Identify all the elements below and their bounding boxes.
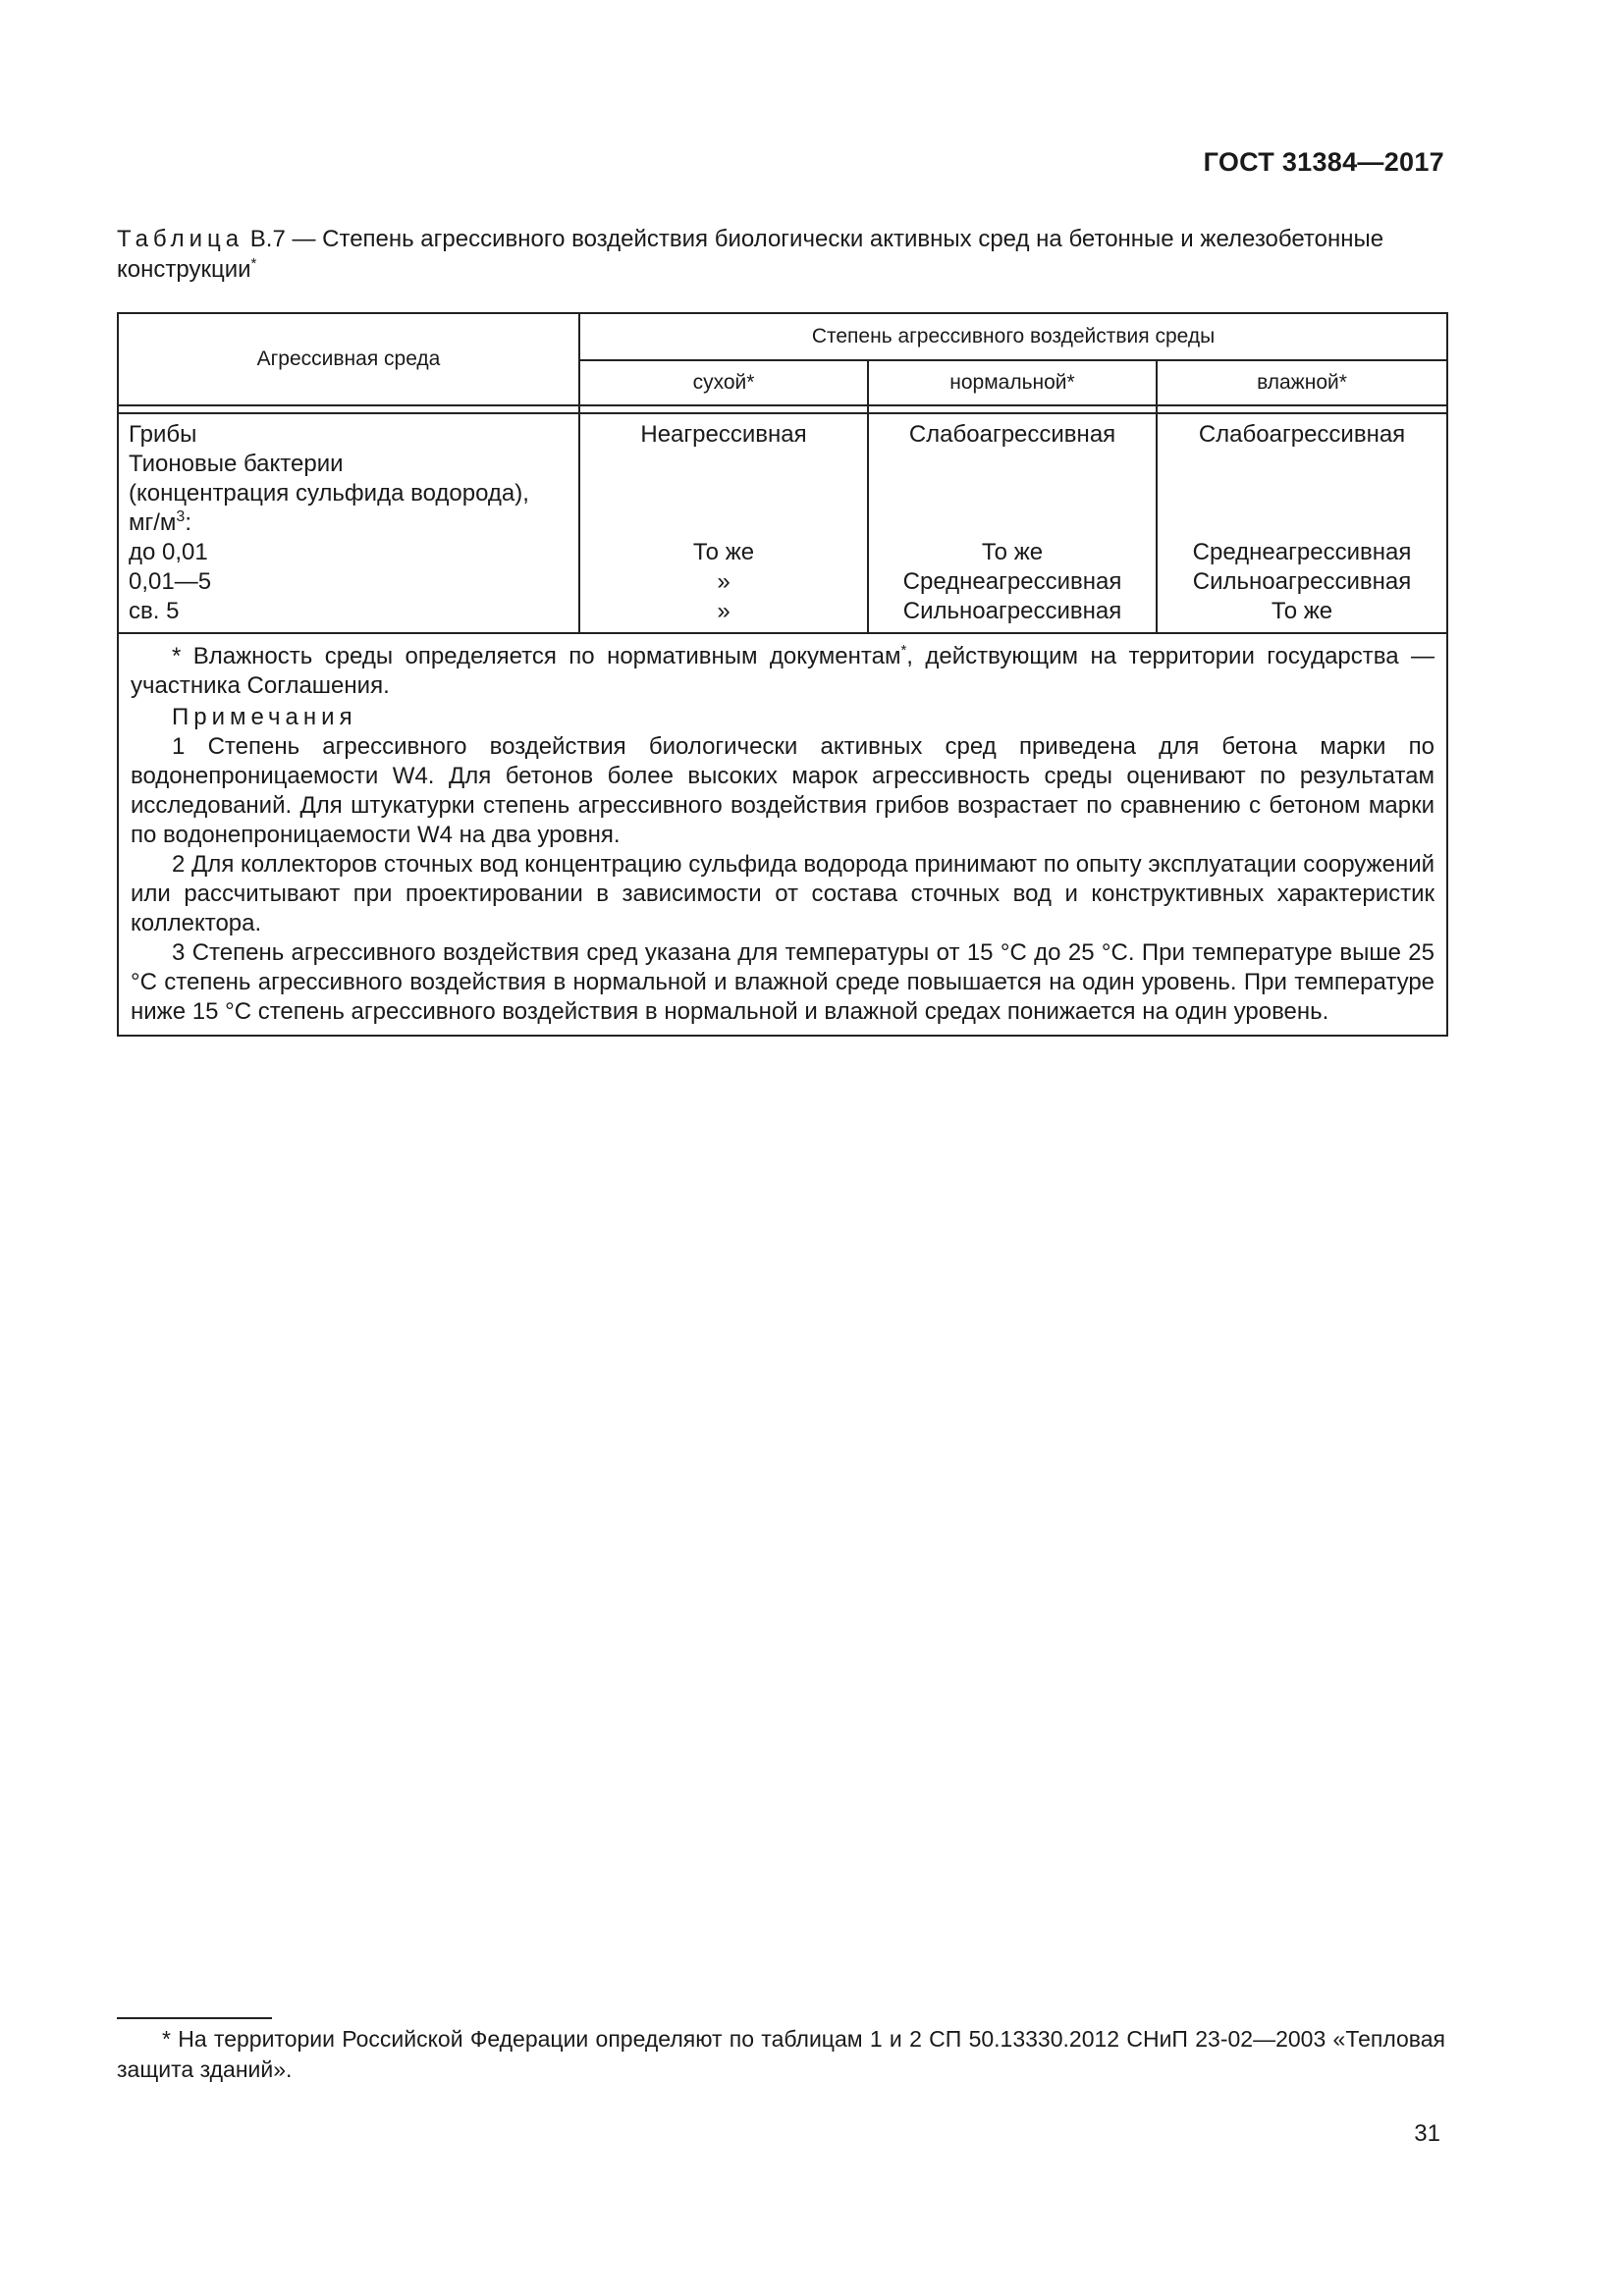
note-item-1: 1 Степень агрессивного воздействия биологически активных сред приведена для бетона марки по водонепроницаемости W4. Для бетонов более высоких марок агрессивность среды оценивают по результатам исследований. Для штукатурки степень агрессивного воздействия грибов возрастает по сравнению с бетоном марки по водонепроницаемости W4 на два уровня. [131,733,1435,848]
notes-title [131,703,1435,732]
medium-001-5: 0,01—5 [129,568,212,595]
humidity-note-text: * Влажность среды определяется по нормативным документам [172,643,901,669]
dry-column [579,413,868,633]
table-cell: То же [981,539,1044,565]
unit-superscript: 3 [176,508,186,525]
humidity-note-tail: , действующим на территории государства — участника Соглашения. [131,643,1435,699]
table-cell: Среднеагрессивная [902,568,1122,595]
humid-column [1157,413,1447,633]
footnote-separator [117,2017,272,2019]
table-cell [869,508,1156,538]
header-degree-group: Степень агрессивного воздействия среды [579,313,1447,360]
table-cell [580,508,867,538]
table-cell: » [717,568,731,595]
unit-text: мг/м [129,509,177,536]
table-cell [869,479,1156,508]
medium-over-5: св. 5 [129,598,180,624]
table-cell: Неагрессивная [640,421,807,448]
table-cell: То же [1271,598,1333,624]
table-cell: Сильноагрессивная [902,598,1122,624]
table-cell: То же [692,539,755,565]
header-aggressive-medium: Агрессивная среда [118,313,579,405]
normal-column [868,413,1157,633]
caption-prefix: Таблица [117,226,244,252]
medium-column [118,413,579,633]
notes-block [118,633,1447,1036]
table-cell: Слабоагрессивная [908,421,1116,448]
medium-unit [129,508,578,538]
caption-footnote-marker: * [250,255,257,272]
medium-h2s-concentration: (концентрация сульфида водорода), [129,480,529,507]
table-cell [1158,508,1446,538]
medium-fungi: Грибы [129,421,197,448]
table-cell [1158,479,1446,508]
humidity-note-marker: * [900,642,907,659]
subheader-normal: нормальной* [868,360,1157,405]
table-cell [580,450,867,479]
document-code: ГОСТ 31384—2017 [1203,147,1444,177]
unit-colon: : [185,509,191,536]
subheader-humid: влажной* [1157,360,1447,405]
page-footnote: * На территории Российской Федерации определяют по таблицам 1 и 2 СП 50.13330.2012 СНиП 23-02—2003 «Тепловая защита зданий». [117,2026,1445,2082]
table-cell: Слабоагрессивная [1198,421,1406,448]
humidity-note [131,642,1435,701]
table-cell [580,479,867,508]
note-item-2: 2 Для коллекторов сточных вод концентрацию сульфида водорода принимают по опыту эксплуатации сооружений или рассчитывают при проектировании в зависимости от состава сточных вод и конструктивных характеристик коллектора. [131,851,1435,936]
notes-title-text: Примечания [172,704,357,730]
table-cell [869,450,1156,479]
medium-thionic-bacteria: Тионовые бактерии [129,451,344,477]
aggressiveness-table [117,312,1448,1037]
subheader-dry: сухой* [579,360,868,405]
table-cell: Сильноагрессивная [1192,568,1412,595]
table-cell: » [717,598,731,624]
medium-up-to-001: до 0,01 [129,539,208,565]
table-cell [1158,450,1446,479]
table-caption [117,224,1445,285]
caption-text: В.7 — Степень агрессивного воздействия биологически активных сред на бетонные и железобетонные конструкции [117,226,1384,283]
table-cell: Среднеагрессивная [1192,539,1412,565]
page-number: 31 [1414,2120,1440,2147]
note-item-3: 3 Степень агрессивного воздействия сред указана для температуры от 15 °С до 25 °С. При температуре выше 25 °С степень агрессивного воздействия в нормальной и влажной среде повышается на один уровень. При температуре ниже 15 °С степень агрессивного воздействия в нормальной и влажной средах понижается на один уровень. [131,939,1435,1025]
